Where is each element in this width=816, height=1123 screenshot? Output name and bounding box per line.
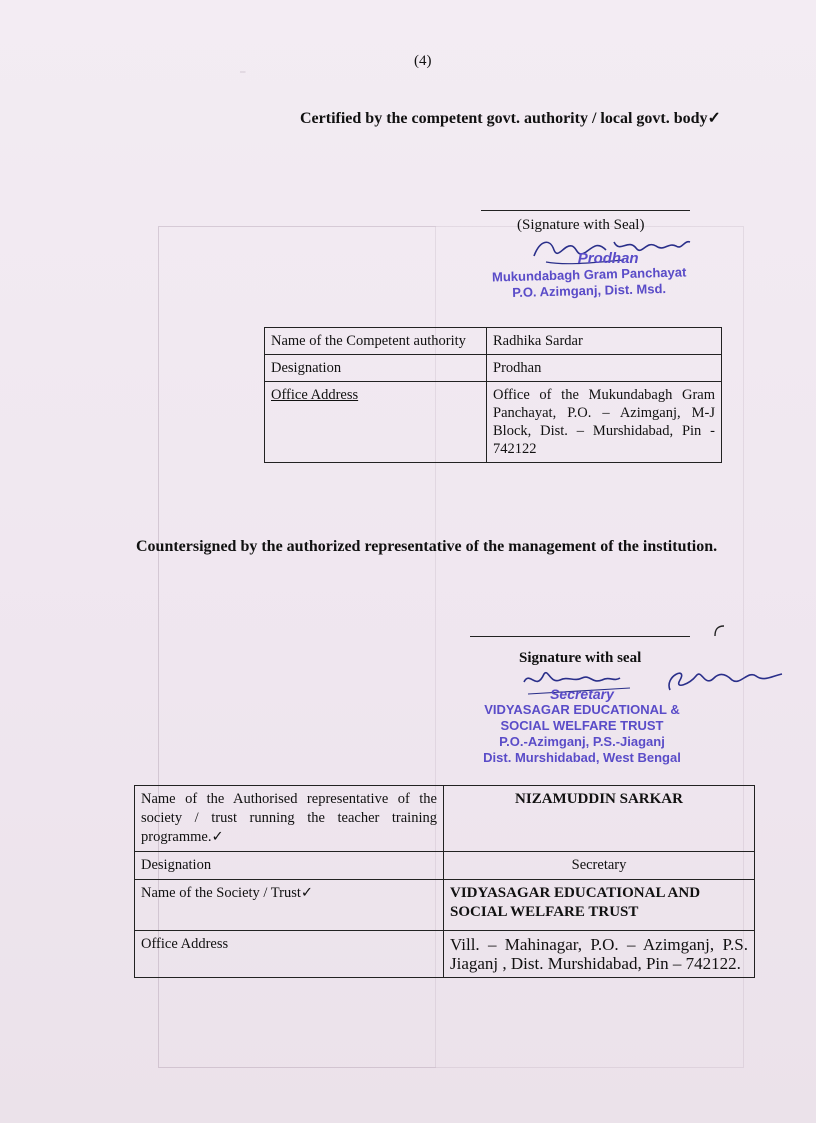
table-row (135, 786, 755, 852)
authorised-representative-table (134, 785, 755, 978)
table-row (265, 382, 722, 463)
panchayat-stamp (492, 250, 686, 299)
trust-stamp (437, 686, 727, 766)
table-row (265, 328, 722, 355)
certified-heading (300, 108, 721, 128)
table-key: Office Address (135, 931, 444, 978)
table-key (135, 880, 444, 931)
table-value: Radhika Sardar (487, 328, 722, 355)
stamp-line: VIDYASAGAR EDUCATIONAL & (484, 702, 680, 717)
table-key-text: Name of the Society / Trust (141, 885, 301, 901)
table-key-text: Name of the Authorised representative of the society / trust running the teacher training programme. (141, 791, 437, 845)
stamp-line: Mukundabagh Gram Panchayat (491, 264, 687, 285)
page-number: (4) (414, 53, 432, 69)
signature-line (481, 210, 690, 211)
office-address-label: Office Address (271, 387, 359, 403)
table-key: Name of the Competent authority (265, 328, 487, 355)
signature-with-seal-label: (Signature with Seal) (517, 217, 645, 233)
competent-authority-table (264, 327, 722, 463)
stamp-line: P.O. Azimganj, Dist. Msd. (512, 280, 667, 301)
table-value: Vill. – Mahinagar, P.O. – Azimganj, P.S. Jiaganj , Dist. Murshidabad, Pin – 742122. (444, 931, 755, 978)
signature-with-seal-label: Signature with seal (519, 650, 642, 666)
certified-heading-text: Certified by the competent govt. authority / local govt. body (300, 110, 708, 127)
stamp-line: SOCIAL WELFARE TRUST (500, 718, 664, 733)
table-value: Secretary (444, 852, 755, 880)
stamp-line: P.O.-Azimganj, P.S.-Jiaganj (499, 734, 665, 749)
table-key (135, 786, 444, 852)
stamp-role: Prodhan (577, 250, 639, 267)
table-row (135, 880, 755, 931)
table-key: Designation (135, 852, 444, 880)
table-key (265, 382, 487, 463)
table-row (265, 355, 722, 382)
stamp-line: Dist. Murshidabad, West Bengal (483, 750, 681, 765)
table-value: NIZAMUDDIN SARKAR (444, 786, 755, 852)
table-row (135, 852, 755, 880)
check-mark: ✓ (707, 110, 721, 127)
table-value: Office of the Mukundabagh Gram Panchayat, P.O. – Azimganj, M-J Block, Dist. – Murshidabad, Pin - 742122 (487, 382, 722, 463)
table-value: Prodhan (487, 355, 722, 382)
table-row (135, 931, 755, 978)
check-mark: ✓ (300, 885, 314, 901)
table-key: Designation (265, 355, 487, 382)
stamp-role: Secretary (550, 686, 614, 702)
table-value: VIDYASAGAR EDUCATIONAL AND SOCIAL WELFARE TRUST (444, 880, 755, 931)
pen-mark (712, 622, 726, 638)
bleed-through-decoration (240, 56, 246, 73)
signature-line (470, 636, 690, 637)
check-mark: ✓ (211, 829, 224, 845)
countersigned-heading: Countersigned by the authorized representative of the management of the institution. (136, 538, 718, 555)
